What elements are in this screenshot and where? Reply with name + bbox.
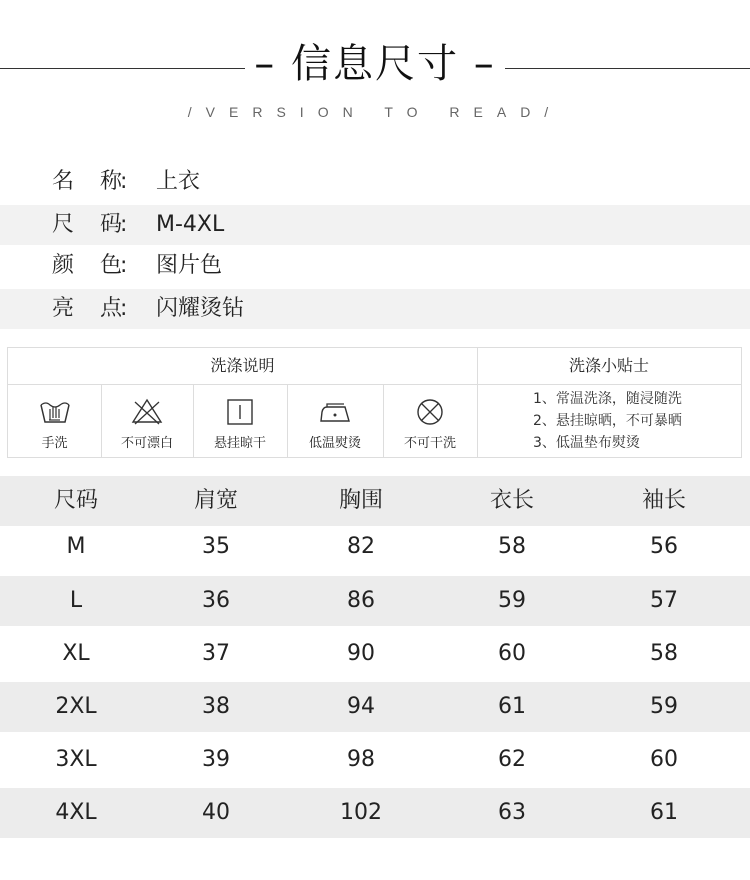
table-cell: 60	[498, 641, 526, 666]
table-cell: 94	[347, 694, 375, 719]
size-table-header-cell: 肩宽	[193, 488, 238, 513]
wash-item-no-bleach	[101, 384, 193, 457]
table-cell: 35	[202, 534, 230, 559]
table-row	[0, 735, 750, 785]
size-table-header-cell: 衣长	[489, 488, 534, 513]
wash-item-label: 悬挂晾干	[213, 436, 266, 451]
wash-item-label: 低温熨烫	[308, 436, 361, 451]
table-cell: 63	[498, 800, 526, 825]
table-cell: M	[66, 534, 86, 559]
info-row-size	[0, 205, 750, 245]
no-dry-clean-icon	[413, 396, 447, 428]
size-table-header-cell: 尺码	[53, 488, 98, 513]
info-key-char: 名	[52, 169, 75, 194]
table-cell: 61	[650, 800, 678, 825]
info-colon: :	[120, 253, 128, 278]
wash-item-label: 手洗	[41, 436, 68, 451]
size-table-header	[0, 476, 750, 526]
info-key-char: 色	[100, 253, 123, 278]
table-cell: 82	[347, 534, 375, 559]
table-row	[0, 682, 750, 732]
table-cell: 38	[202, 694, 230, 719]
wash-tip: 3、低温垫布熨烫	[533, 435, 640, 451]
page-subtitle: /VERSION TO READ/	[187, 104, 563, 120]
table-cell: L	[69, 588, 83, 613]
table-cell: 36	[202, 588, 230, 613]
info-colon: :	[120, 169, 128, 194]
table-cell: 4XL	[55, 800, 97, 825]
wash-item-no-dry-clean	[383, 384, 477, 457]
table-cell: 60	[650, 747, 678, 772]
low-iron-icon	[318, 396, 352, 428]
header-rule-right	[505, 68, 750, 69]
table-cell: 102	[340, 800, 382, 825]
page-title: – 信息尺寸 –	[254, 41, 496, 87]
hang-dry-icon	[223, 396, 257, 428]
info-value: M-4XL	[156, 212, 225, 237]
info-key-char: 码	[100, 212, 123, 237]
wash-tips-title: 洗涤小贴士	[568, 356, 649, 375]
table-cell: 37	[202, 641, 230, 666]
table-cell: 40	[202, 800, 230, 825]
table-cell: 3XL	[55, 747, 97, 772]
table-cell: 58	[650, 641, 678, 666]
size-table-header-cell: 袖长	[641, 488, 686, 513]
info-value: 上衣	[156, 169, 201, 194]
wash-tip: 2、悬挂晾晒，不可暴晒	[533, 413, 682, 429]
table-cell: 58	[498, 534, 526, 559]
info-value: 闪耀烫钻	[156, 296, 245, 321]
wash-care-box	[7, 347, 742, 458]
wash-item-label: 不可干洗	[403, 436, 456, 451]
wash-instructions-title: 洗涤说明	[210, 356, 275, 375]
info-row-highlight	[0, 289, 750, 329]
table-cell: 56	[650, 534, 678, 559]
table-cell: 86	[347, 588, 375, 613]
table-cell: 39	[202, 747, 230, 772]
table-cell: XL	[62, 641, 90, 666]
table-row	[0, 788, 750, 838]
table-cell: 90	[347, 641, 375, 666]
header-rule-left	[0, 68, 245, 69]
info-value: 图片色	[156, 253, 223, 278]
table-cell: 62	[498, 747, 526, 772]
wash-item-hand-wash	[8, 384, 101, 457]
wash-item-low-iron	[287, 384, 383, 457]
table-row	[0, 576, 750, 626]
info-key-char: 尺	[52, 212, 75, 237]
wash-item-hang-dry	[193, 384, 287, 457]
wash-tip: 1、常温洗涤，随浸随洗	[533, 391, 682, 407]
info-colon: :	[120, 212, 128, 237]
info-key-char: 亮	[52, 296, 75, 321]
table-cell: 59	[650, 694, 678, 719]
table-cell: 59	[498, 588, 526, 613]
table-cell: 2XL	[55, 694, 97, 719]
table-row	[0, 522, 750, 572]
table-cell: 61	[498, 694, 526, 719]
info-colon: :	[120, 296, 128, 321]
info-key-char: 点	[100, 296, 123, 321]
table-cell: 57	[650, 588, 678, 613]
info-row-color	[0, 246, 750, 286]
size-table-header-cell: 胸围	[338, 488, 383, 513]
table-cell: 98	[347, 747, 375, 772]
wash-tips-list	[477, 384, 741, 457]
info-key-char: 称	[100, 169, 123, 194]
table-row	[0, 629, 750, 679]
hand-wash-icon	[38, 396, 72, 428]
no-bleach-icon	[130, 396, 164, 428]
info-row-name	[0, 162, 750, 202]
info-key-char: 颜	[52, 253, 75, 278]
wash-item-label: 不可漂白	[120, 436, 173, 451]
